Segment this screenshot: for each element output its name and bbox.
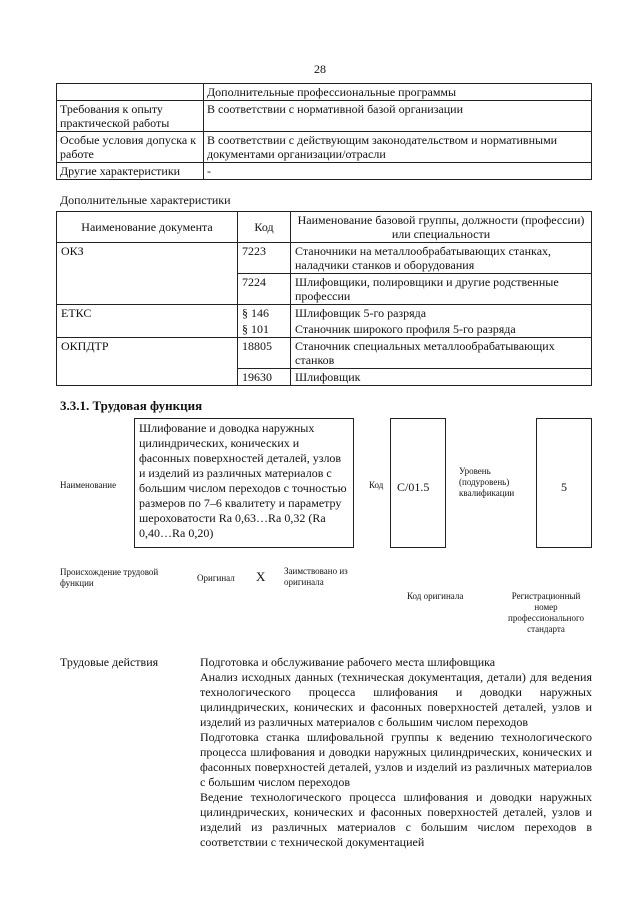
column-header: Код bbox=[238, 212, 291, 243]
list-item: Подготовка станка шлифовальной группы к ведению технологического процесса шлифования и доводки наружных цилиндрических, конических и фасонных поверхностей деталей, узлов и изделий из различных материалов с большим числом переходов bbox=[200, 730, 592, 789]
function-code: C/01.5 bbox=[397, 480, 430, 494]
classification-table bbox=[56, 211, 592, 386]
table-cell: Особые условия допуска к работе bbox=[57, 132, 204, 163]
table-cell: 18805 bbox=[238, 338, 291, 369]
table-cell: Требования к опыту практической работы bbox=[57, 101, 204, 132]
table-cell: Шлифовщик bbox=[291, 369, 592, 386]
table-cell: 7224 bbox=[238, 274, 291, 305]
table-row bbox=[57, 305, 592, 322]
table-row bbox=[57, 163, 592, 180]
table-row bbox=[57, 338, 592, 369]
section-title: 3.3.1. Трудовая функция bbox=[60, 398, 203, 413]
table-cell: Шлифовщик 5-го разряда bbox=[291, 305, 592, 322]
qualification-level: 5 bbox=[561, 480, 567, 494]
page-number: 28 bbox=[314, 62, 326, 76]
list-item: Анализ исходных данных (техническая документация, детали) для ведения технологического процесса шлифования и доводки наружных цилиндрических, конических и фасонных поверхностей деталей, узлов и изделий из различных материалов с большим числом переходов bbox=[200, 670, 592, 729]
code-label: Код bbox=[369, 480, 384, 490]
table-cell: ЕТКС bbox=[57, 305, 238, 338]
table-cell: § 101 bbox=[238, 321, 291, 338]
table-cell: В соответствии с нормативной базой организации bbox=[204, 101, 592, 132]
table-cell: § 146 bbox=[238, 305, 291, 322]
labor-actions-label: Трудовые действия bbox=[60, 655, 159, 669]
original-label: Оригинал bbox=[197, 573, 235, 583]
table-cell: Дополнительные профессиональные программы bbox=[204, 84, 592, 101]
original-code-label: Код оригинала bbox=[407, 591, 464, 601]
column-header: Наименование документа bbox=[57, 212, 238, 243]
table-cell bbox=[57, 84, 204, 101]
qualification-table bbox=[56, 83, 592, 180]
labor-actions-list bbox=[200, 655, 592, 850]
function-name-box: Шлифование и доводка наружных цилиндрических, конических и фасонных поверхностей деталей, узлов и изделий из различных материалов с большим числом переходов с точностью размеров по 7–6 квалитету и параметру шероховатости Ra 0,63…Ra 0,32 (Ra 0,40…Ra 0,20) bbox=[134, 418, 354, 548]
table-cell: В соответствии с действующим законодательством и нормативными документами организации/отрасли bbox=[204, 132, 592, 163]
qualification-level-box bbox=[536, 418, 592, 548]
table-row bbox=[57, 84, 592, 101]
table-cell: Станочник широкого профиля 5-го разряда bbox=[291, 321, 592, 338]
table-row bbox=[57, 101, 592, 132]
level-label: Уровень (подуровень) квалификации bbox=[459, 466, 515, 498]
table-cell: 19630 bbox=[238, 369, 291, 386]
function-code-box bbox=[390, 418, 446, 548]
table-cell: Шлифовщики, полировщики и другие родственные профессии bbox=[291, 274, 592, 305]
original-mark: X bbox=[256, 569, 266, 584]
table-cell: 7223 bbox=[238, 243, 291, 274]
list-item: Ведение технологического процесса шлифования и доводки наружных цилиндрических, конических и фасонных поверхностей деталей, узлов и изделий из различных материалов с большим числом переходов в соответствии с технической документацией bbox=[200, 790, 592, 849]
table-cell: - bbox=[204, 163, 592, 180]
registration-number-label: Регистрационный номер профессионального стандарта bbox=[508, 591, 584, 634]
table-cell: Другие характеристики bbox=[57, 163, 204, 180]
table-header-row bbox=[57, 212, 592, 243]
table-cell: ОКЗ bbox=[57, 243, 238, 305]
table-cell: Станочники на металлообрабатывающих станках, наладчики станков и оборудования bbox=[291, 243, 592, 274]
name-label: Наименование bbox=[60, 480, 117, 490]
column-header: Наименование базовой группы, должности (профессии) или специальности bbox=[291, 212, 592, 243]
table-cell: Станочник специальных металлообрабатывающих станков bbox=[291, 338, 592, 369]
borrowed-label: Заимствовано из оригинала bbox=[284, 566, 348, 587]
table-cell: ОКПДТР bbox=[57, 338, 238, 386]
table-row bbox=[57, 243, 592, 274]
additional-characteristics-title: Дополнительные характеристики bbox=[60, 193, 231, 207]
list-item: Подготовка и обслуживание рабочего места шлифовщика bbox=[200, 655, 496, 669]
table-row bbox=[57, 132, 592, 163]
origin-label: Происхождение трудовой функции bbox=[60, 567, 159, 588]
